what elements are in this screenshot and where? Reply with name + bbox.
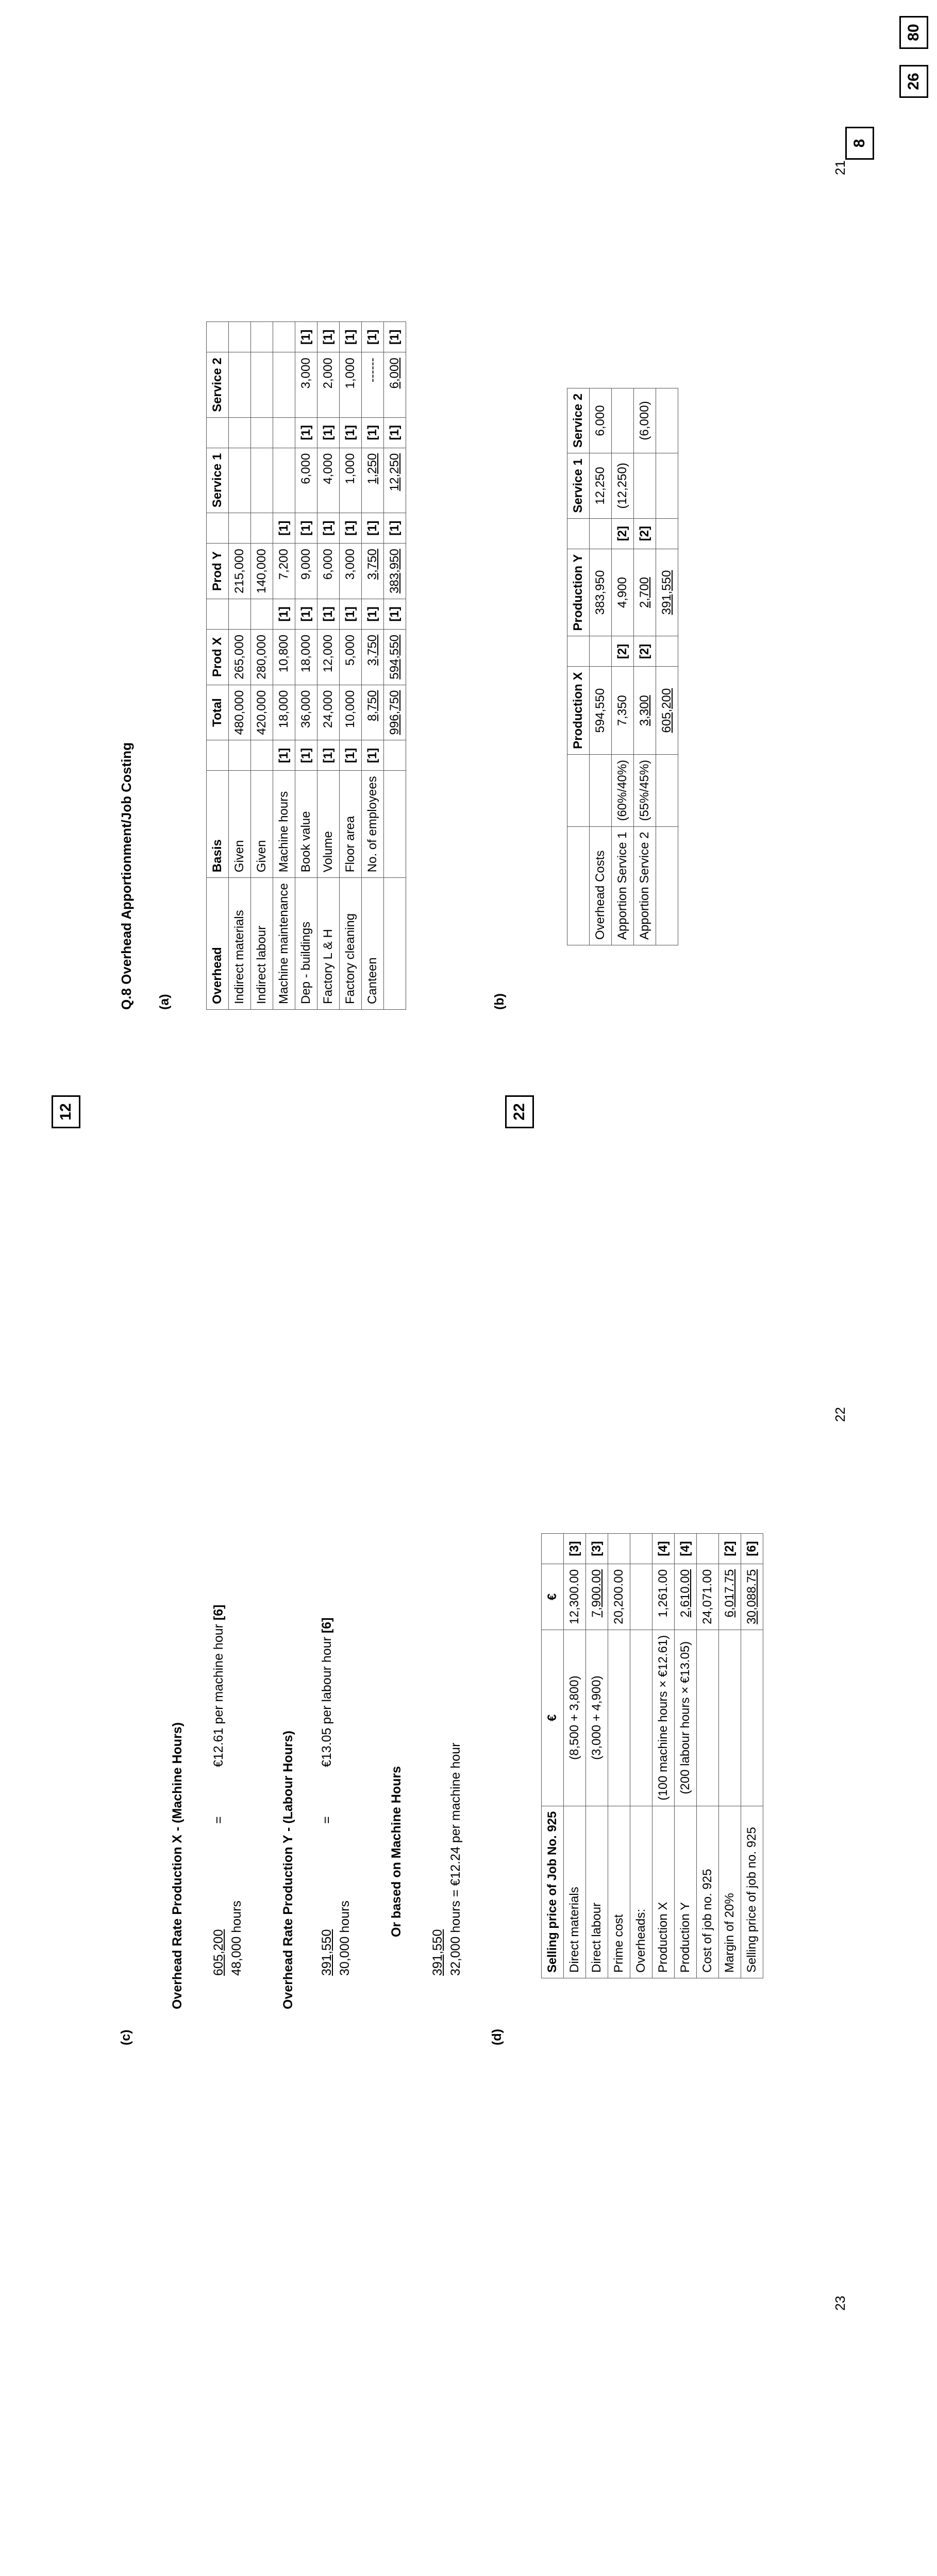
- table-cell: [2]: [634, 636, 656, 667]
- header-cell: Service 2: [207, 352, 229, 417]
- table-cell: 3,300: [634, 667, 656, 754]
- table-header-row: [207, 322, 229, 1010]
- header-cell: [567, 754, 590, 826]
- table-cell: 265,000: [229, 629, 251, 685]
- table-cell: 140,000: [251, 544, 273, 599]
- table-cell: 1,000: [340, 352, 362, 417]
- table-cell: [251, 740, 273, 771]
- question-title: Q.8 Overhead Apportionment/Job Costing: [119, 742, 134, 1010]
- table-cell: [6]: [741, 1533, 763, 1564]
- table-cell: [630, 1630, 652, 1806]
- rate-y-title: Overhead Rate Production Y - (Labour Hours): [281, 1731, 295, 2009]
- table-row: [384, 322, 406, 1010]
- page-23: [0, 2087, 937, 2576]
- table-header-row: [567, 388, 590, 945]
- table-cell: [1]: [317, 599, 340, 629]
- table-cell: Overhead Costs: [590, 826, 612, 945]
- table-cell: Margin of 20%: [719, 1806, 741, 1978]
- table-cell: [630, 1533, 652, 1564]
- table-cell: 6,000: [590, 388, 612, 453]
- header-cell: Prod X: [207, 629, 229, 685]
- table-cell: (200 labour hours × €13.05): [675, 1630, 697, 1806]
- table-cell: (3,000 + 4,900): [586, 1630, 608, 1806]
- page-number: 21: [832, 160, 848, 175]
- table-cell: [697, 1630, 719, 1806]
- page-22: [0, 1061, 937, 2087]
- table-cell: [229, 322, 251, 352]
- table-cell: 12,000: [317, 629, 340, 685]
- table-row: [251, 322, 273, 1010]
- table-cell: [656, 826, 678, 945]
- table-cell: [608, 1533, 630, 1564]
- header-cell: Production X: [567, 667, 590, 754]
- overhead-apportionment-table: [206, 321, 406, 1010]
- page-21: [0, 0, 937, 1061]
- table-row: [295, 322, 317, 1010]
- table-cell: 996,750: [384, 685, 406, 740]
- table-cell: [590, 636, 612, 667]
- table-cell: [1]: [317, 417, 340, 448]
- table-cell: [1]: [317, 322, 340, 352]
- table-cell: 24,071.00: [697, 1564, 719, 1630]
- table-cell: Cost of job no. 925: [697, 1806, 719, 1978]
- table-header-row: [542, 1533, 564, 1978]
- table-row: [608, 1533, 630, 1978]
- table-cell: 6,017.75: [719, 1564, 741, 1630]
- table-cell: Factory cleaning: [340, 878, 362, 1010]
- table-cell: 2,700: [634, 549, 656, 636]
- table-row: [719, 1533, 741, 1978]
- table-cell: 12,250: [384, 448, 406, 513]
- table-cell: Selling price of job no. 925: [741, 1806, 763, 1978]
- header-cell: [207, 599, 229, 629]
- table-cell: Direct labour: [586, 1806, 608, 1978]
- table-cell: [1]: [317, 740, 340, 771]
- table-cell: (55%/45%): [634, 754, 656, 826]
- table-cell: 3,000: [340, 544, 362, 599]
- table-cell: [273, 417, 295, 448]
- header-cell: [207, 417, 229, 448]
- table-cell: 1,261.00: [652, 1564, 675, 1630]
- marks-box-c: 12: [52, 1095, 80, 1128]
- rate-x-title: Overhead Rate Production X - (Machine Hours): [170, 1722, 185, 2009]
- table-cell: [251, 599, 273, 629]
- table-cell: (60%/40%): [612, 754, 634, 826]
- service-reapportionment-table: [567, 388, 678, 945]
- table-cell: Dep - buildings: [295, 878, 317, 1010]
- table-cell: [741, 1630, 763, 1806]
- table-cell: [1]: [273, 599, 295, 629]
- table-cell: 7,900.00: [586, 1564, 608, 1630]
- table-row: [340, 322, 362, 1010]
- table-cell: [384, 740, 406, 771]
- table-cell: [251, 513, 273, 544]
- table-row: [229, 322, 251, 1010]
- table-cell: [1]: [295, 322, 317, 352]
- table-cell: [2]: [634, 518, 656, 549]
- table-cell: ------: [362, 352, 384, 417]
- table-row: [362, 322, 384, 1010]
- table-cell: Production X: [652, 1806, 675, 1978]
- table-cell: Production Y: [675, 1806, 697, 1978]
- table-row: [634, 388, 656, 945]
- header-cell: €: [542, 1630, 564, 1806]
- table-cell: [656, 453, 678, 518]
- table-row: [675, 1533, 697, 1978]
- table-cell: [612, 388, 634, 453]
- table-cell: [656, 754, 678, 826]
- table-cell: 3,750: [362, 544, 384, 599]
- table-cell: 4,900: [612, 549, 634, 636]
- table-cell: [251, 417, 273, 448]
- table-cell: [251, 352, 273, 417]
- header-cell: [207, 740, 229, 771]
- header-cell: [207, 322, 229, 352]
- page-number: 22: [832, 1407, 848, 1422]
- table-cell: 24,000: [317, 685, 340, 740]
- table-cell: 2,000: [317, 352, 340, 417]
- table-cell: [229, 352, 251, 417]
- table-cell: 383,950: [590, 549, 612, 636]
- table-cell: [273, 322, 295, 352]
- table-row: [564, 1533, 586, 1978]
- page-number: 23: [832, 2296, 848, 2311]
- table-cell: 280,000: [251, 629, 273, 685]
- table-cell: 18,000: [273, 685, 295, 740]
- table-cell: 12,300.00: [564, 1564, 586, 1630]
- table-cell: [1]: [362, 513, 384, 544]
- table-cell: 8,750: [362, 685, 384, 740]
- table-cell: 12,250: [590, 453, 612, 518]
- table-cell: Volume: [317, 771, 340, 878]
- table-cell: 605,200: [656, 667, 678, 754]
- header-cell: Overhead: [207, 878, 229, 1010]
- rate-y-numerator: 391,550: [320, 1929, 334, 1976]
- table-cell: Indirect materials: [229, 878, 251, 1010]
- table-cell: Machine maintenance: [273, 878, 295, 1010]
- table-cell: [1]: [384, 599, 406, 629]
- table-cell: [229, 417, 251, 448]
- table-cell: (8,500 + 3,800): [564, 1630, 586, 1806]
- table-cell: 391,550: [656, 549, 678, 636]
- table-cell: 6,000: [317, 544, 340, 599]
- table-cell: 594,550: [384, 629, 406, 685]
- table-cell: Book value: [295, 771, 317, 878]
- table-cell: [273, 352, 295, 417]
- table-row: [612, 388, 634, 945]
- table-cell: 6,000: [384, 352, 406, 417]
- header-cell: Basis: [207, 771, 229, 878]
- table-cell: [1]: [384, 322, 406, 352]
- table-cell: [3]: [564, 1533, 586, 1564]
- table-cell: [656, 388, 678, 453]
- table-row: [652, 1533, 675, 1978]
- table-cell: [1]: [362, 599, 384, 629]
- table-cell: [1]: [273, 740, 295, 771]
- part-b-label: (b): [492, 993, 507, 1010]
- table-cell: [590, 754, 612, 826]
- table-cell: 383,950: [384, 544, 406, 599]
- table-cell: (6,000): [634, 388, 656, 453]
- table-cell: [634, 453, 656, 518]
- part-c-label: (c): [119, 2029, 133, 2045]
- table-cell: [1]: [340, 599, 362, 629]
- table-cell: [1]: [384, 513, 406, 544]
- part-d-label: (d): [490, 2029, 504, 2045]
- alt-denominator: 32,000 hours = €12.24 per machine hour: [448, 1742, 463, 1976]
- table-cell: 7,200: [273, 544, 295, 599]
- table-cell: [2]: [612, 636, 634, 667]
- table-cell: [656, 636, 678, 667]
- table-row: [697, 1533, 719, 1978]
- table-cell: [1]: [295, 417, 317, 448]
- rate-y-denominator: 30,000 hours: [338, 1901, 352, 1976]
- table-cell: [697, 1533, 719, 1564]
- table-cell: Direct materials: [564, 1806, 586, 1978]
- table-cell: (100 machine hours × €12.61): [652, 1630, 675, 1806]
- table-cell: Factory L & H: [317, 878, 340, 1010]
- table-cell: [229, 513, 251, 544]
- table-cell: [1]: [340, 322, 362, 352]
- header-cell: [567, 518, 590, 549]
- table-cell: [2]: [612, 518, 634, 549]
- table-cell: 4,000: [317, 448, 340, 513]
- table-cell: [4]: [675, 1533, 697, 1564]
- table-cell: Given: [251, 771, 273, 878]
- rate-x-denominator: 48,000 hours: [229, 1901, 244, 1976]
- table-cell: [4]: [652, 1533, 675, 1564]
- table-cell: 30,088.75: [741, 1564, 763, 1630]
- header-cell: Service 1: [207, 448, 229, 513]
- table-cell: Floor area: [340, 771, 362, 878]
- part-a-label: (a): [157, 994, 172, 1010]
- rate-x-equals: =: [211, 1816, 226, 1824]
- table-cell: Given: [229, 771, 251, 878]
- table-cell: (12,250): [612, 453, 634, 518]
- table-cell: [229, 599, 251, 629]
- table-cell: [1]: [295, 740, 317, 771]
- header-cell: Prod Y: [207, 544, 229, 599]
- header-cell: €: [542, 1564, 564, 1630]
- table-cell: [273, 448, 295, 513]
- table-cell: 36,000: [295, 685, 317, 740]
- table-cell: [1]: [362, 417, 384, 448]
- rate-x-numerator: 605,200: [211, 1929, 226, 1976]
- rate-y-result: €13.05 per labour hour [6]: [320, 1617, 334, 1767]
- table-cell: 5,000: [340, 629, 362, 685]
- table-cell: [1]: [295, 513, 317, 544]
- table-cell: [1]: [340, 417, 362, 448]
- table-cell: 10,000: [340, 685, 362, 740]
- table-cell: [1]: [340, 513, 362, 544]
- table-cell: Apportion Service 1: [612, 826, 634, 945]
- table-cell: Machine hours: [273, 771, 295, 878]
- table-cell: Apportion Service 2: [634, 826, 656, 945]
- header-cell: Service 1: [567, 453, 590, 518]
- table-row: [741, 1533, 763, 1978]
- table-cell: 1,000: [340, 448, 362, 513]
- marks-box-d: 22: [505, 1095, 534, 1128]
- marks-box-b: 8: [845, 127, 874, 160]
- table-cell: 3,000: [295, 352, 317, 417]
- table-cell: 10,800: [273, 629, 295, 685]
- header-cell: [567, 636, 590, 667]
- header-cell: Production Y: [567, 549, 590, 636]
- table-cell: Indirect labour: [251, 878, 273, 1010]
- header-cell: Selling price of Job No. 925: [542, 1806, 564, 1978]
- table-cell: Prime cost: [608, 1806, 630, 1978]
- table-cell: [251, 448, 273, 513]
- table-cell: 6,000: [295, 448, 317, 513]
- table-cell: [3]: [586, 1533, 608, 1564]
- table-cell: [719, 1630, 741, 1806]
- rate-y-equals: =: [320, 1816, 334, 1824]
- header-cell: Service 2: [567, 388, 590, 453]
- table-cell: [608, 1630, 630, 1806]
- table-cell: No. of employees: [362, 771, 384, 878]
- table-cell: [251, 322, 273, 352]
- table-cell: 20,200.00: [608, 1564, 630, 1630]
- table-cell: [229, 448, 251, 513]
- table-cell: 480,000: [229, 685, 251, 740]
- table-cell: 215,000: [229, 544, 251, 599]
- table-cell: [590, 518, 612, 549]
- total-marks-box: 80: [899, 16, 928, 49]
- table-cell: 2,610.00: [675, 1564, 697, 1630]
- table-row: [273, 322, 295, 1010]
- table-cell: [2]: [719, 1533, 741, 1564]
- marks-box-a: 26: [899, 65, 928, 98]
- table-cell: Canteen: [362, 878, 384, 1010]
- table-cell: [1]: [362, 322, 384, 352]
- table-cell: [384, 771, 406, 878]
- table-cell: 3,750: [362, 629, 384, 685]
- table-row: [656, 388, 678, 945]
- table-cell: [1]: [273, 513, 295, 544]
- header-cell: [567, 826, 590, 945]
- table-cell: [656, 518, 678, 549]
- table-cell: [1]: [317, 513, 340, 544]
- table-cell: 7,350: [612, 667, 634, 754]
- table-cell: Overheads:: [630, 1806, 652, 1978]
- header-cell: [207, 513, 229, 544]
- table-row: [586, 1533, 608, 1978]
- table-cell: 594,550: [590, 667, 612, 754]
- table-cell: 420,000: [251, 685, 273, 740]
- table-cell: [384, 878, 406, 1010]
- table-cell: 1,250: [362, 448, 384, 513]
- table-row: [630, 1533, 652, 1978]
- rate-x-result: €12.61 per machine hour [6]: [211, 1604, 226, 1767]
- table-cell: [229, 740, 251, 771]
- table-cell: [630, 1564, 652, 1630]
- table-cell: [1]: [295, 599, 317, 629]
- table-row: [317, 322, 340, 1010]
- table-cell: [1]: [340, 740, 362, 771]
- table-row: [590, 388, 612, 945]
- header-cell: Total: [207, 685, 229, 740]
- job-925-selling-price-table-b: [541, 1533, 763, 1978]
- alt-numerator: 391,550: [430, 1929, 445, 1976]
- table-cell: [1]: [384, 417, 406, 448]
- alt-machine-hours-title: Or based on Machine Hours: [389, 1766, 404, 1937]
- table-cell: 18,000: [295, 629, 317, 685]
- table-cell: 9,000: [295, 544, 317, 599]
- table-cell: [1]: [362, 740, 384, 771]
- header-cell: [542, 1533, 564, 1564]
